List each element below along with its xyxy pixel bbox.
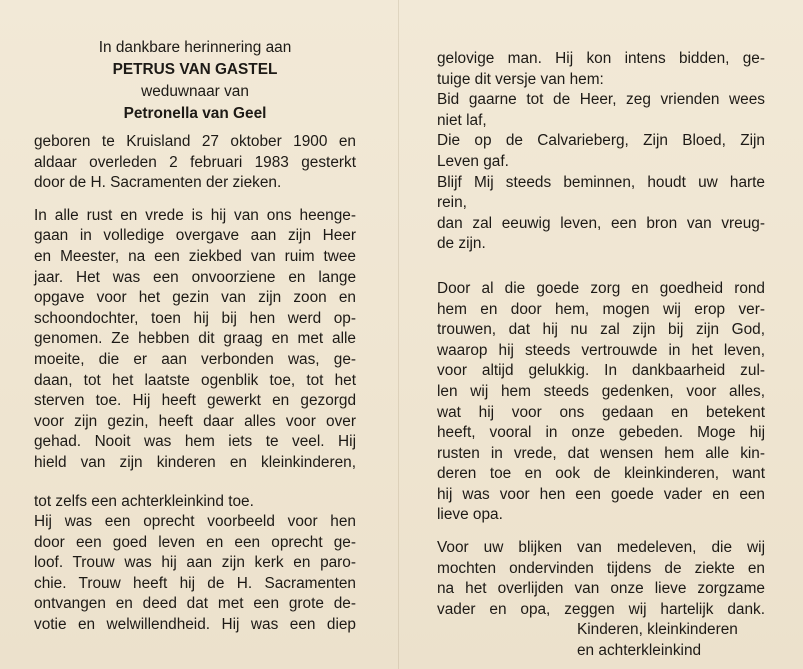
poem-line: Leven gaf. [437,152,509,170]
poem-line: dan zal eeuwig leven, een bron van vreug- [437,214,765,232]
text-line: moeite, die er aan verbonden was, ge- [34,350,356,368]
text-line: gelovige man. Hij kon intens bidden, ge- [437,50,765,67]
poem-line: Die op de Calvarieberg, Zijn Bloed, Zijn [437,132,765,150]
text-line: waarop hij steeds vertrouwde in het leven, [437,341,765,359]
poem-line: de zijn. [437,235,486,253]
relation-line: weduwnaar van [141,83,249,100]
text-line: hield van zijn kinderen en kleinkinderen, [34,453,356,471]
text-line: gaan in volledige overgave aan zijn Heer [34,227,356,245]
text-line: hij was voor hen een goede vader en een [437,485,765,503]
poem-line: niet laf, [437,111,487,129]
signature-line: en achterkleinkind [577,642,702,660]
poem-line: Blijf Mij steeds beminnen, houdt uw harte [437,173,765,191]
text-line: mochten ondervinden tijdens de ziekte en [437,559,765,577]
poem-paragraph [437,49,765,255]
text-line: vader en opa, zeggen wij hartelijk dank. [437,600,765,618]
text-line: len wij hem steeds gedenken, voor alles, [437,382,765,400]
text-line: heeft, vooral in onze gebeden. Moge hij [437,424,765,442]
spouse-name: Petronella van Geel [123,105,267,122]
text-line: trouwen, dat hij nu zal zijn bij zijn God, [437,321,765,339]
left-column [34,38,356,636]
text-line: na het overlijden van onze lieve zorgzame [437,580,765,598]
text-line: lieve opa. [437,506,503,524]
text-line: Hij was een oprecht voorbeeld voor hen [34,513,356,531]
faith-paragraph [34,492,356,636]
signature-line: Kinderen, kleinkinderen [577,621,738,639]
text-line: opgave voor het gezin van zijn zoon en [34,289,356,307]
poem-line: rein, [437,194,467,212]
text-line: jaar. Het was een onvoorziene en lange [34,268,356,286]
text-line: chie. Trouw heeft hij de H. Sacramenten [34,574,356,592]
right-column [437,49,765,662]
text-line: sterven toe. Hij heeft gewerkt en gezorgd [34,392,356,410]
text-line: wat hij voor ons gedaan en betekent [437,403,765,421]
text-line: aldaar overleden 2 februari 1983 gesterkt [34,153,356,171]
text-line: schoondochter, toen hij bij hen werd op- [34,309,356,327]
text-line: daan, tot het laatste ogenblik toe, tot het [34,371,356,389]
poem-line: Bid gaarne tot de Heer, zeg vrienden wees [437,91,765,109]
text-line: ontvangen en deed dat met een grote de- [34,595,356,613]
signature-block [437,620,765,661]
text-line: voor altijd gelukkig. In dankbaarheid zul- [437,362,765,380]
text-line: tot zelfs een achterkleinkind toe. [34,492,254,510]
text-line: loof. Trouw was hij aan zijn kerk en paro- [34,554,356,572]
text-line: In alle rust en vrede is hij van ons heenge- [34,206,356,224]
text-line: rusten in vrede, dat wensen hem alle kin- [437,444,765,462]
text-line: tuige dit versje van hem: [437,70,604,88]
center-fold [398,0,399,669]
birth-death-paragraph [34,132,356,194]
text-line: en Meester, na een ziekbed van ruim twee [34,247,356,265]
text-line: hem en door hem, mogen wij erop ver- [437,300,765,318]
text-line: gehad. Nooit was hem iets te veel. Hij [34,433,356,451]
text-line: door een goed leven en een oprecht ge- [34,533,356,551]
thanks-paragraph [437,538,765,620]
text-line: Door al die goede zorg en goedheid rond [437,279,765,297]
deceased-name: PETRUS VAN GASTEL [112,61,278,78]
text-line: genomen. Ze hebben dit graag en met alle [34,330,356,348]
text-line: deren toe en ook de kleinkinderen, want [437,465,765,483]
text-line: geboren te Kruisland 27 oktober 1900 en [34,133,356,150]
text-line: Voor uw blijken van medeleven, die wij [437,539,765,557]
text-line: door de H. Sacramenten der zieken. [34,174,282,192]
life-paragraph [34,206,356,474]
farewell-paragraph [437,279,765,526]
text-line: voor zijn gezin, heeft daar alles voor over [34,412,356,430]
text-line: votie en welwillendheid. Hij was een diep [34,616,356,634]
intro-line: In dankbare herinnering aan [98,39,292,56]
